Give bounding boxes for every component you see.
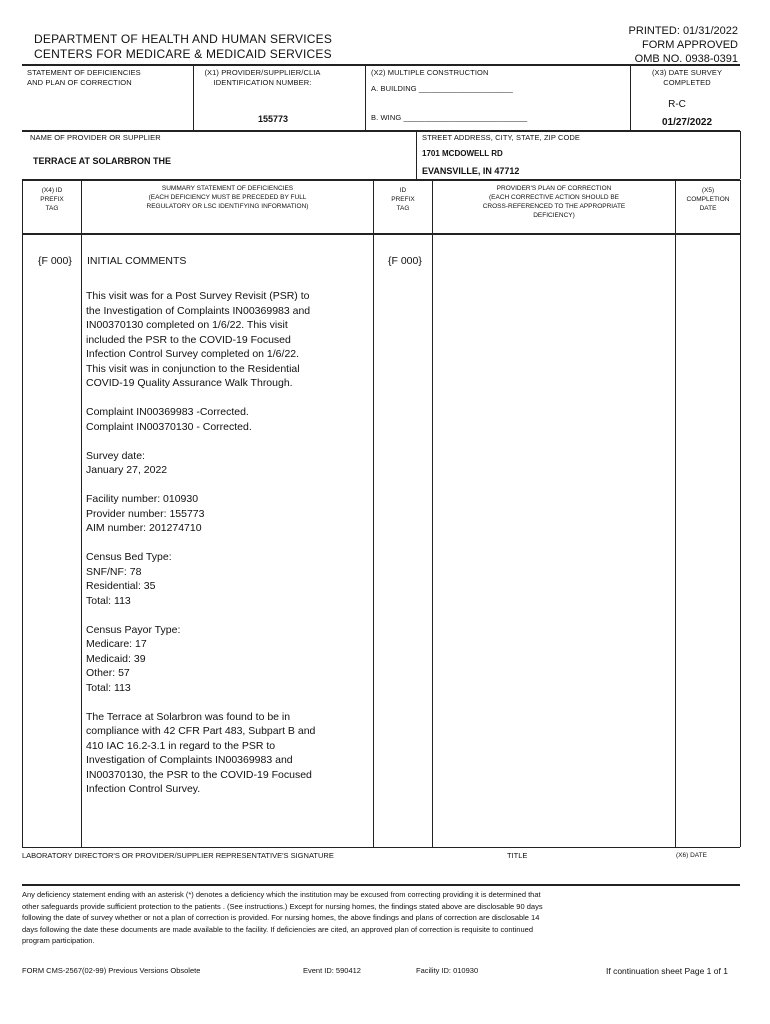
entry-line: Medicare: 17 [86,638,147,650]
building-field: A. BUILDING ______________________ [371,84,513,93]
entry-line: IN00370130, the PSR to the COVID-19 Focused [86,768,312,781]
x5-header-3: DATE [699,205,717,212]
entry-line: The Terrace at Solarbron was found to be in [86,710,291,723]
divider [22,180,23,847]
city-state-zip: EVANSVILLE, IN 47712 [422,166,520,176]
x4-header-3: TAG [45,205,59,212]
summary-header [82,184,373,211]
provider-id-label-1: (X1) PROVIDER/SUPPLIER/CLIA [204,68,321,77]
id-header-1: ID [399,187,407,194]
event-id: Event ID: 590412 [303,966,361,975]
entry-line: Infection Control Survey completed on 1/6/22. [86,348,300,360]
department-title [34,32,332,62]
plan-header-4: DEFICIENCY) [533,212,575,219]
date-survey-label [634,68,740,88]
department-line-2: CENTERS FOR MEDICARE & MEDICAID SERVICES [34,47,332,61]
rule [22,64,740,66]
title-label: TITLE [507,851,528,860]
entry-line: SNF/NF: 78 [86,565,142,578]
divider [432,180,433,847]
rule [22,179,740,181]
summary-header-1: SUMMARY STATEMENT OF DEFICIENCIES [161,185,294,192]
entry-line: Investigation of Complaints IN00369983 and [86,754,293,766]
divider [373,180,374,847]
divider [416,131,417,179]
entry-line: Complaint IN00370130 - Corrected. [86,420,252,433]
entry-line: Census Payor Type: [86,623,181,636]
entry-line: Total: 113 [86,594,131,607]
department-line-1: DEPARTMENT OF HEALTH AND HUMAN SERVICES [34,32,333,46]
entry-paragraph [86,623,371,696]
deficiency-tag: {F 000} [38,255,72,267]
divider [365,65,366,130]
divider [740,180,741,847]
x5-header-1: (X5) [701,187,715,194]
divider [740,131,741,179]
entry-line: This visit was for a Post Survey Revisit (PSR) to [86,290,310,302]
entry-line: Census Bed Type: [86,551,172,563]
summary-header-2: (EACH DEFICIENCY MUST BE PRECEDED BY FULL [148,194,307,201]
entry-line: Complaint IN00369983 -Corrected. [86,406,249,418]
entry-paragraph [86,449,371,478]
footnote [22,889,742,947]
x5-header-2: COMPLETION [686,196,730,203]
entry-line: compliance with 42 CFR Part 483, Subpart B and [86,725,316,737]
rule [22,233,740,235]
entry-line: Infection Control Survey. [86,783,201,795]
plan-header [433,184,675,220]
footnote-line: program participation. [22,936,95,945]
entry-line: This visit was in conjunction to the Residential [86,362,300,375]
summary-header-3: REGULATORY OR LSC IDENTIFYING INFORMATION) [146,203,309,210]
entry-line: Total: 113 [86,681,131,694]
divider [675,180,676,847]
plan-header-3: CROSS-REFERENCED TO THE APPROPRIATE [482,203,626,210]
entry-line: AIM number: 201274710 [86,522,202,534]
survey-code: R-C [668,99,686,110]
entry-paragraph [86,710,371,797]
form-number: FORM CMS-2567(02-99) Previous Versions Obsolete [22,966,201,975]
entry-line: Provider number: 155773 [86,507,205,520]
x4-header-2: PREFIX [40,196,64,203]
id-header [374,186,432,213]
street-address: 1701 MCDOWELL RD [422,149,503,158]
page-indicator: If continuation sheet Page 1 of 1 [606,966,728,976]
footnote-line: Any deficiency statement ending with an asterisk (*) denotes a deficiency which the institution may be excused from correcting providing it is determined that [22,890,541,899]
correction-tag: {F 000} [388,255,422,267]
entry-line: included the PSR to the COVID-19 Focused [86,333,291,346]
form-approved: FORM APPROVED [642,39,738,51]
rule [22,884,740,886]
entry-line: 410 IAC 16.2-3.1 in regard to the PSR to [86,739,276,752]
date-survey-label-1: (X3) DATE SURVEY [651,68,723,77]
entry-line: Facility number: 010930 [86,493,199,505]
x4-header [23,186,81,213]
multiple-construction-label: (X2) MULTIPLE CONSTRUCTION [371,68,489,77]
survey-date: 01/27/2022 [661,117,713,128]
provider-id-label [195,68,330,88]
footnote-line: other safeguards provide sufficient protection to the patients . (See instructions.) Except for nursing homes, the findings stated above are disclosable 90 days [22,901,543,911]
date-label: (X6) DATE [676,852,707,859]
provider-id-value: 155773 [258,114,289,124]
footnote-line: days following the date these documents are made available to the facility. If deficiencies are cited, an approved plan of correction is requisite to continued [22,924,533,934]
form-meta [629,24,738,66]
statement-label-2: AND PLAN OF CORRECTION [27,78,132,87]
provider-name-label: NAME OF PROVIDER OR SUPPLIER [30,133,161,142]
divider [81,180,82,847]
entry-paragraph [86,289,371,391]
id-header-3: TAG [396,205,410,212]
statement-label [27,68,141,88]
divider [193,65,194,130]
footnote-line: following the date of survey whether or not a plan of correction is provided. For nursing homes, the above findings and plans of correction are disclosable 14 [22,913,540,922]
id-header-2: PREFIX [391,196,415,203]
entry-line: Survey date: [86,449,145,462]
entry-line: Other: 57 [86,667,130,679]
entry-paragraph [86,550,371,608]
divider [630,65,631,130]
entry-heading: INITIAL COMMENTS [87,255,187,267]
provider-name: TERRACE AT SOLARBRON THE [33,156,171,166]
rule [22,847,740,848]
plan-header-1: PROVIDER'S PLAN OF CORRECTION [496,185,612,192]
entry-body [86,289,371,811]
rule [22,130,740,132]
entry-paragraph [86,405,371,434]
entry-line: IN00370130 completed on 1/6/22. This visit [86,319,288,331]
facility-id: Facility ID: 010930 [416,966,479,975]
x4-header-1: (X4) ID [41,187,63,194]
statement-label-1: STATEMENT OF DEFICIENCIES [27,68,141,77]
provider-id-label-2: IDENTIFICATION NUMBER: [213,78,312,87]
entry-line: COVID-19 Quality Assurance Walk Through. [86,377,293,389]
date-survey-label-2: COMPLETED [663,78,711,87]
wing-field: B. WING _____________________________ [371,113,528,122]
entry-line: January 27, 2022 [86,464,168,476]
entry-line: the Investigation of Complaints IN00369983 and [86,304,311,317]
entry-line: Residential: 35 [86,580,156,592]
omb-number: OMB NO. 0938-0391 [634,53,738,65]
printed-date: PRINTED: 01/31/2022 [628,25,738,37]
entry-paragraph [86,492,371,536]
entry-line: Medicaid: 39 [86,652,146,665]
plan-header-2: (EACH CORRECTIVE ACTION SHOULD BE [488,194,620,201]
signature-label: LABORATORY DIRECTOR'S OR PROVIDER/SUPPLIER REPRESENTATIVE'S SIGNATURE [22,851,334,860]
x5-header [676,186,740,213]
address-label: STREET ADDRESS, CITY, STATE, ZIP CODE [422,133,581,142]
